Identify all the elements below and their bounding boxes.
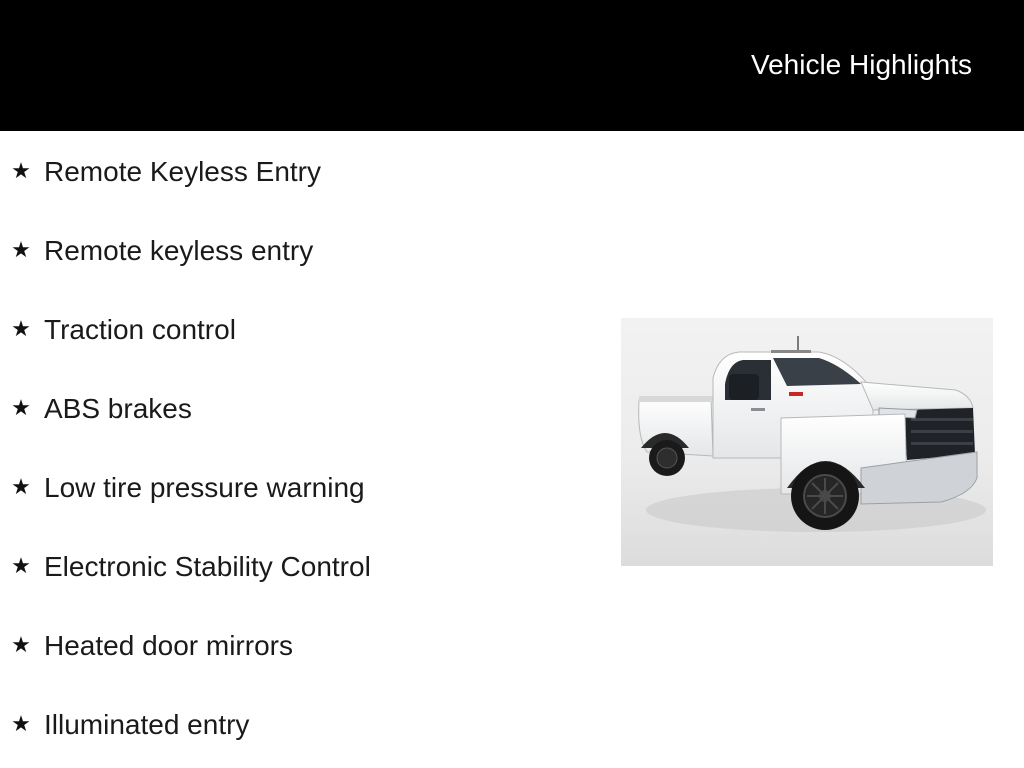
feature-label: ABS brakes: [44, 393, 192, 424]
list-item: [0, 152, 321, 192]
star-icon: ★: [11, 396, 31, 421]
pickup-truck-image: [621, 318, 993, 566]
feature-label: Low tire pressure warning: [44, 472, 365, 503]
feature-label: Remote keyless entry: [44, 235, 314, 266]
feature-label: Heated door mirrors: [44, 630, 293, 661]
star-icon: ★: [11, 554, 31, 579]
star-icon: ★: [11, 712, 31, 737]
feature-label: Illuminated entry: [44, 709, 250, 740]
list-item: [0, 705, 249, 745]
feature-label: Traction control: [44, 314, 236, 345]
vehicle-photo: [621, 318, 993, 566]
list-item: [0, 626, 293, 666]
star-icon: ★: [11, 238, 31, 263]
list-item: [0, 231, 313, 271]
list-item: [0, 389, 192, 429]
page-title: Vehicle Highlights: [750, 49, 972, 80]
feature-label: Remote Keyless Entry: [44, 156, 321, 187]
header-bar: [0, 0, 1024, 131]
star-icon: ★: [11, 317, 31, 342]
star-icon: ★: [11, 475, 31, 500]
list-item: [0, 547, 371, 587]
star-icon: ★: [11, 633, 31, 658]
star-icon: ★: [11, 159, 31, 184]
list-item: [0, 310, 236, 350]
list-item: [0, 468, 365, 508]
feature-label: Electronic Stability Control: [44, 551, 371, 582]
